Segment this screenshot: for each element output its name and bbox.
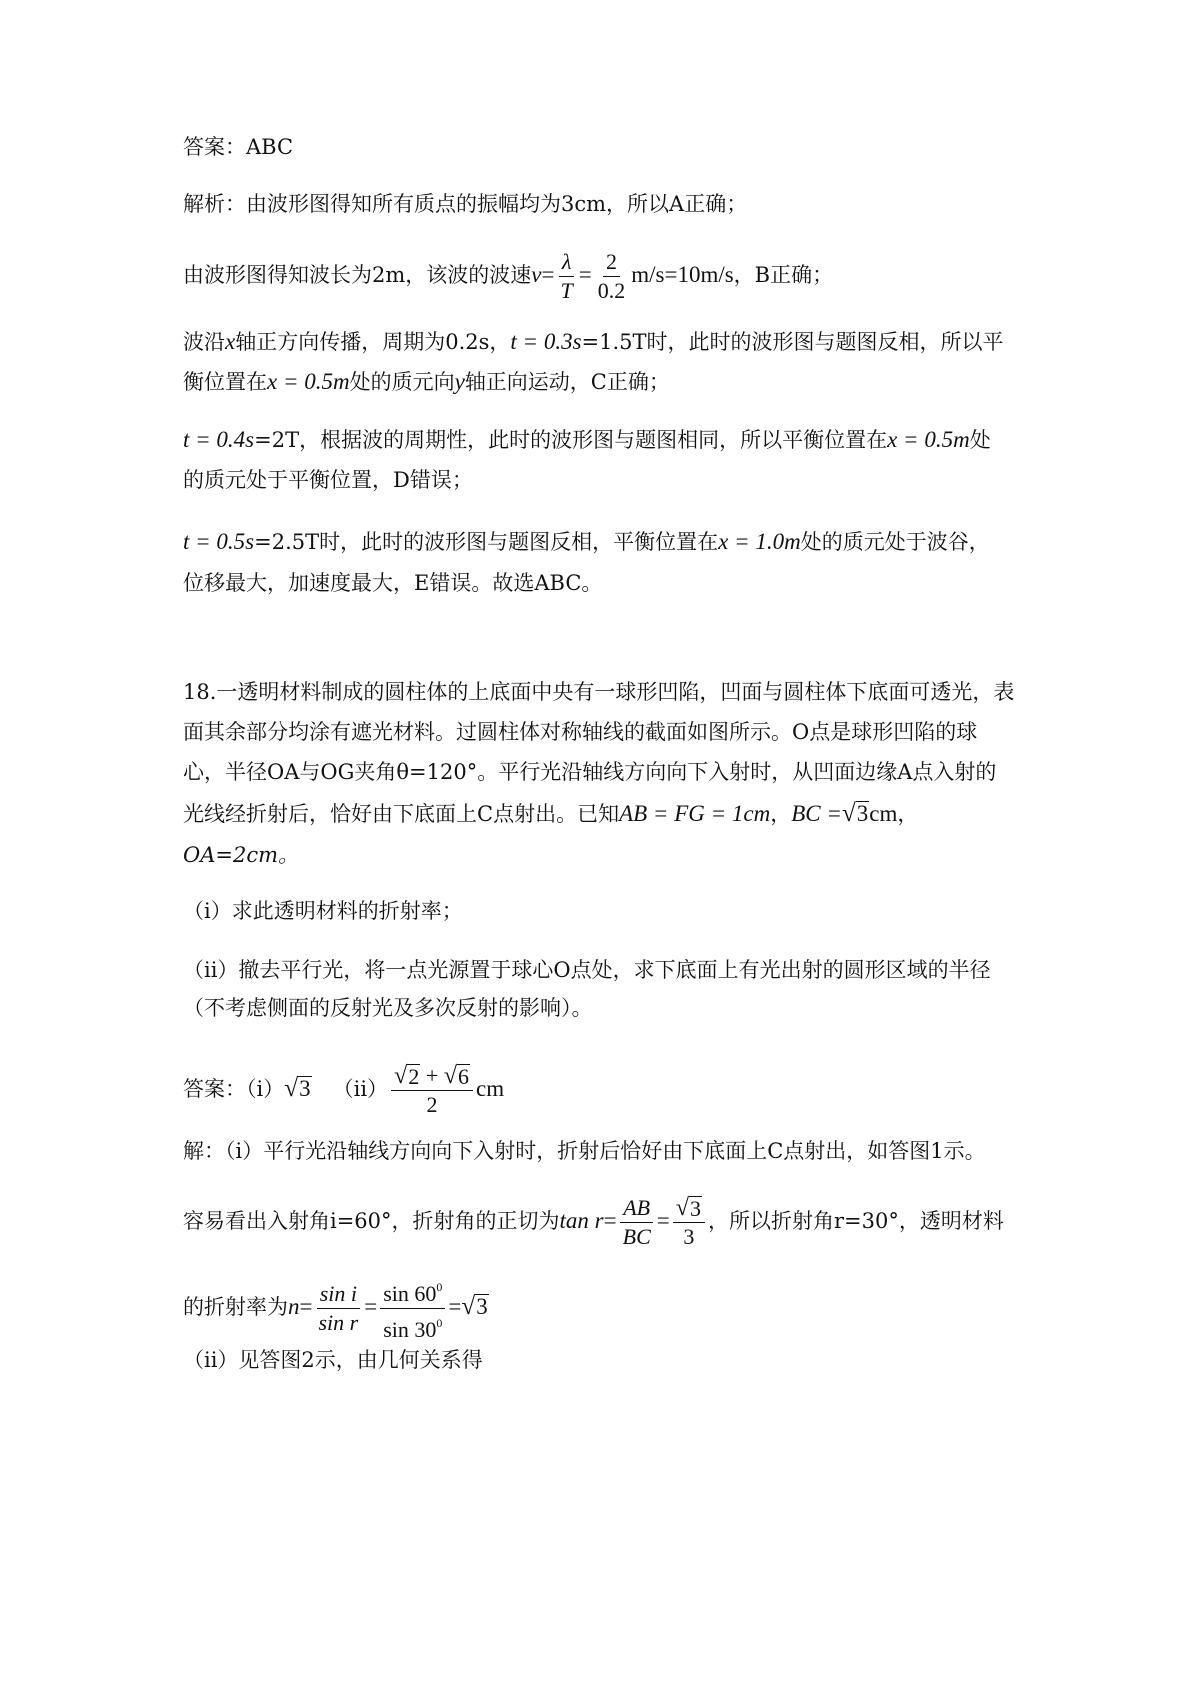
radicand: 3 [856, 801, 869, 826]
question-18-part-ii-line-2 [183, 993, 593, 1023]
radicand: 2 [408, 1064, 420, 1089]
fraction-sin60-over-sin30 [380, 1274, 445, 1343]
math-expression: t = 0.3s [510, 329, 582, 354]
answer-part-label: （ii） [332, 1077, 389, 1101]
math-value: 10m/s [677, 262, 734, 287]
numerator: AB [620, 1195, 653, 1223]
analysis-line-4 [183, 367, 670, 397]
sin-30: sin 30 [383, 1317, 437, 1342]
question-18-line-3 [183, 757, 996, 787]
question-18-line-5 [183, 840, 299, 870]
solution-18-line-2 [183, 1195, 1004, 1250]
question-text: （i）求此透明材料的折射率； [183, 899, 463, 923]
math-symbol: = [664, 262, 678, 287]
math-symbol: = [541, 262, 555, 287]
question-18-part-ii-line-1 [183, 955, 991, 985]
numerator [391, 1063, 473, 1091]
sqrt-3: √ 3 [284, 1074, 311, 1102]
answer-value: ABC [246, 135, 294, 159]
math-unit: m/s [631, 262, 665, 287]
analysis-line-5 [183, 425, 991, 455]
answer-line-1 [183, 132, 293, 162]
analysis-text: 由波形图得知波长为2m，该波的波速 [183, 263, 532, 287]
fraction-lambda-over-T [557, 249, 575, 304]
analysis-text: ，B正确； [733, 263, 834, 287]
analysis-text: 位移最大，加速度最大，E错误。故选ABC。 [183, 571, 603, 595]
answer-label: 答案： [183, 1077, 246, 1101]
math-symbol: = [448, 1294, 462, 1319]
sin-60: sin 60 [383, 1281, 437, 1306]
analysis-line-1 [183, 189, 747, 219]
analysis-line-7 [183, 527, 990, 557]
math-symbol: y [454, 369, 465, 394]
solution-18-line-1 [183, 1136, 986, 1166]
sqrt-3: √ 3 [675, 1194, 702, 1221]
analysis-text: 由波形图得知所有质点的振幅均为3cm，所以A正确； [246, 192, 748, 216]
denominator: sin r [318, 1310, 359, 1335]
analysis-text: 轴正向运动，C正确； [464, 370, 670, 394]
denominator [380, 1309, 445, 1343]
math-unit: cm [869, 801, 898, 826]
analysis-text: =2T，根据波的周期性，此时的波形图与题图相同，所以平衡位置在 [254, 428, 888, 452]
analysis-text: 处 [969, 428, 991, 452]
solution-text: ，所以折射角r=30°，透明材料 [708, 1209, 1004, 1233]
math-symbol: = [656, 1208, 670, 1233]
analysis-line-6 [183, 465, 473, 495]
solution-18-line-4 [183, 1345, 483, 1375]
sqrt-3: √ 3 [461, 1292, 488, 1320]
question-text: （ii）撤去平行光，将一点光源置于球心O点处，求下底面上有光出射的圆形区域的半径 [183, 958, 991, 982]
numerator [673, 1195, 705, 1223]
analysis-text: =2.5T时，此时的波形图与题图反相，平衡位置在 [254, 530, 719, 554]
solution-text: 容易看出入射角i=60°，折射角的正切为 [183, 1209, 560, 1233]
math-expression: t = 0.4s [183, 427, 255, 452]
solution-text: 的折射率为 [183, 1295, 288, 1319]
denominator: 3 [683, 1224, 695, 1249]
solution-text: 解：（i）平行光沿轴线方向向下入射时，折射后恰好由下底面上C点射出，如答图1示。 [183, 1139, 986, 1163]
radicand: 6 [458, 1064, 470, 1089]
question-text: 光线经折射后，恰好由下底面上C点射出。已知 [183, 802, 620, 826]
solution-text: （ii）见答图2示，由几何关系得 [183, 1348, 483, 1372]
degree-superscript: 0 [436, 1316, 443, 1330]
question-text: 面其余部分均涂有遮光材料。过圆柱体对称轴线的截面如图所示。O点是球形凹陷的球 [183, 720, 978, 744]
fraction-AB-over-BC [620, 1195, 654, 1250]
numerator: 2 [603, 249, 620, 277]
question-text: 心，半径OA与OG夹角θ=120°。平行光沿轴线方向向下入射时，从凹面边缘A点入射的 [183, 760, 997, 784]
math-expression: BC = [791, 801, 842, 826]
denominator: BC [622, 1224, 651, 1249]
question-text: OA=2cm。 [183, 843, 300, 867]
math-symbol: = [364, 1294, 378, 1319]
analysis-text: 轴正方向传播，周期为0.2s， [235, 330, 511, 354]
fraction-sqrt2-plus-sqrt6-over-2 [391, 1063, 473, 1118]
question-text: （不考虑侧面的反射光及多次反射的影响）。 [183, 996, 593, 1020]
math-symbol: = [299, 1294, 313, 1319]
sqrt-6: √ 6 [443, 1062, 470, 1089]
analysis-text: 处的质元向 [349, 370, 455, 394]
radicand: 3 [690, 1196, 702, 1221]
answer-label: 答案： [183, 135, 246, 159]
math-symbol: v [531, 262, 542, 287]
sqrt-2: √ 2 [394, 1062, 420, 1089]
degree-superscript: 0 [436, 1280, 443, 1294]
math-expression: x = 1.0m [718, 529, 801, 554]
question-18-line-1 [183, 677, 1014, 707]
math-expression: tan r [559, 1208, 604, 1233]
analysis-line-8 [183, 568, 602, 598]
numerator: sin i [317, 1281, 360, 1309]
analysis-text: 的质元处于平衡位置，D错误； [183, 468, 473, 492]
fraction-2-over-0.2 [595, 249, 629, 304]
analysis-line-2 [183, 249, 833, 304]
question-text: 18.一透明材料制成的圆柱体的上底面中央有一球形凹陷，凹面与圆柱体下底面可透光，表 [183, 680, 1015, 704]
answer-18-line [183, 1063, 504, 1118]
solution-18-line-3 [183, 1274, 489, 1343]
radicand: 3 [299, 1076, 311, 1101]
numerator [380, 1274, 445, 1309]
math-symbol: + [425, 1063, 439, 1088]
analysis-text: 衡位置在 [183, 370, 267, 394]
radicand: 3 [476, 1294, 488, 1319]
question-18-part-i [183, 896, 463, 926]
denominator: 0.2 [597, 278, 626, 303]
math-expression: t = 0.5s [183, 529, 255, 554]
analysis-label: 解析： [183, 192, 246, 216]
analysis-text: =1.5T时，此时的波形图与题图反相，所以平 [581, 330, 1004, 354]
numerator: λ [559, 249, 575, 277]
math-expression: x = 0.5m [267, 369, 350, 394]
analysis-line-3 [183, 327, 1004, 357]
math-symbol: = [578, 262, 592, 287]
fraction-sini-over-sinr [315, 1281, 361, 1336]
analysis-text: 处的质元处于波谷， [800, 530, 990, 554]
sqrt-3: √ 3 [841, 799, 869, 827]
math-symbol: = [603, 1208, 617, 1233]
denominator: 2 [426, 1092, 438, 1117]
answer-part-label: （i） [246, 1077, 285, 1101]
math-expression: x = 0.5m [887, 427, 970, 452]
math-expression: AB = FG = 1cm [619, 801, 771, 826]
math-unit: cm [476, 1076, 505, 1101]
fraction-sqrt3-over-3 [673, 1195, 705, 1250]
math-symbol: x [225, 329, 236, 354]
denominator: T [560, 278, 573, 303]
analysis-text: 波沿 [183, 330, 225, 354]
question-18-line-2 [183, 717, 977, 747]
question-18-line-4: 光线经折射后，恰好由下底面上C点射出。已知AB = FG = 1cm，BC = √ 3 cm， [183, 799, 919, 827]
math-symbol: n [288, 1294, 300, 1319]
